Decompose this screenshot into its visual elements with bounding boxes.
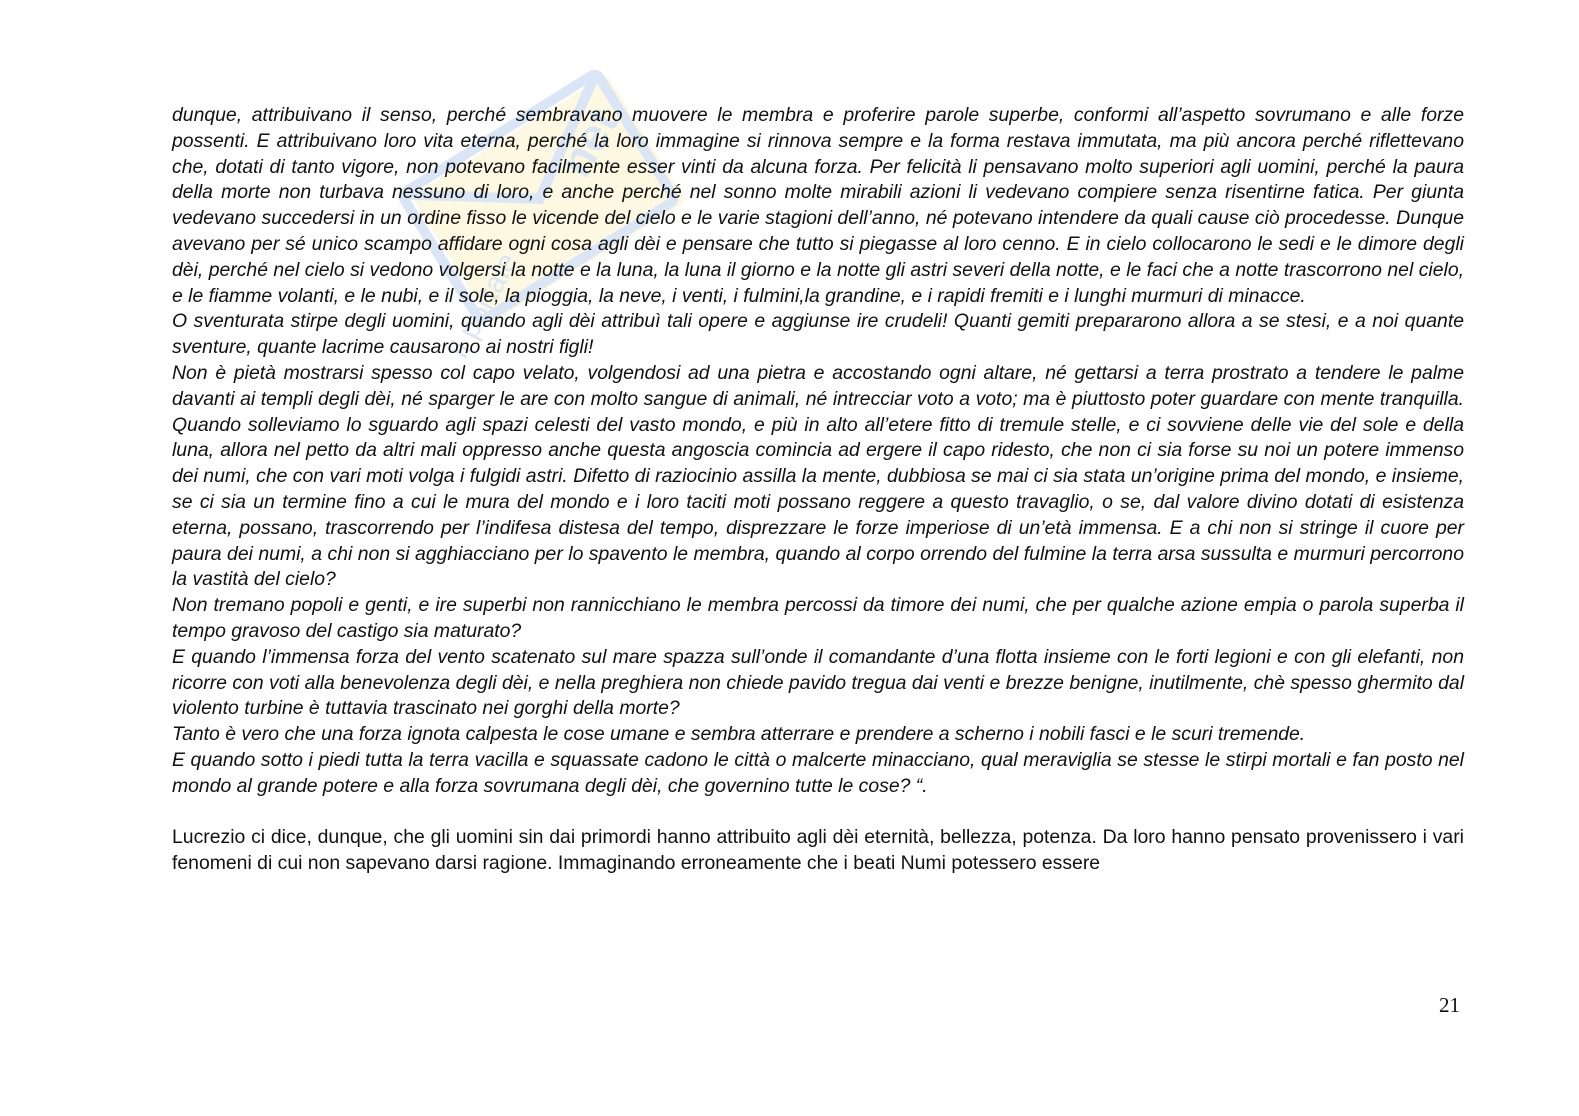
quote-paragraph: Tanto è vero che una forza ignota calpesta le cose umane e sembra atterrare e prendere a scherno i nobili fasci e le scuri tremende. xyxy=(172,723,1306,746)
page-number: 21 xyxy=(1439,993,1460,1017)
quote-paragraph: Non è pietà mostrarsi spesso col capo velato, volgendosi ad una pietra e accostando ogni altare, né gettarsi a terra prostrato a tendere le palme davanti ai templi degli dèi, né sparger le are con molto sangue di animali, né intrecciar voto a voto; ma è piuttosto poter guardare con mente tranquilla. Quando solleviamo lo sguardo agli spazi celesti del vasto mondo, e più in alto all’etere fitto di tremule stelle, e ci sovviene delle vie del sole e della luna, allora nel petto da altri mali oppresso anche questa angoscia comincia ad ergere il capo ridesto, che non ci sia forse su noi un potere immenso dei numi, che con vari moti volga i fulgidi astri. Difetto di raziocinio assilla la mente, dubbiosa se mai ci sia stata un’origine prima del mondo, e insieme, se ci sia un termine fino a cui le mura del mondo e i loro taciti moti possano reggere a questo travaglio, o se, dal valore divino dotati di esistenza eterna, possano, trascorrendo per l’indifesa distesa del tempo, disprezzare le forze imperiose di un’età immensa. E a chi non si stringe il cuore per paura dei numi, a chi non si agghiacciano per lo spavento le membra, quando al corpo orrendo del fulmine la terra arsa sussulta e murmuri percorrono la vastità del cielo? xyxy=(172,361,1464,591)
quote-paragraph: Non tremano popoli e genti, e ire superbi non rannicchiano le membra percossi da timore dei numi, che per qualche azione empia o parola superba il tempo gravoso del castigo sia maturato? xyxy=(172,594,1464,642)
body-text xyxy=(172,103,1464,877)
quote-paragraph: O sventurata stirpe degli uomini, quando agli dèi attribuì tali opere e aggiunse ire crudeli! Quanti gemiti prepararono allora a se stesi, e a noi quante sventure, quante lacrime causarono ai nostri figli! xyxy=(172,310,1464,359)
quote-paragraph: dunque, attribuivano il senso, perché sembravano muovere le membra e proferire parole superbe, conformi all’aspetto sovrumano e alle forze possenti. E attribuivano loro vita eterna, perché la loro immagine si rinnova sempre e la forma restava immutata, ma più ancora perché riflettevano che, dotati di tanto vigore, non potevano facilmente esser vinti da alcuna forza. Per felicità li pensavano molto superiori agli uomini, perché la paura della morte non turbava nessuno di loro, e anche perché nel sonno molte mirabili azioni li vedevano compiere senza risentirne fatica. Per giunta vedevano succedersi in un ordine fisso le vicende del cielo e le varie stagioni dell’anno, né potevano intendere da quali cause ciò procedesse. Dunque avevano per sé unico scampo affidare ogni cosa agli dèi e pensare che tutto si piegasse al loro cenno. E in cielo collocarono le sedi e le dimore degli dèi, perché nel cielo si vedono volgersi la notte e la luna, la luna il giorno e la notte gli astri severi della notte, e le faci che a notte trascorrono nel cielo, e le fiamme volanti, e le nubi, e il sole, la pioggia, la neve, i venti, i fulmini,la grandine, e i rapidi fremiti e i lunghi murmuri di minacce. xyxy=(172,104,1464,307)
lucretius-quote xyxy=(172,103,1464,800)
watermark-text: net xyxy=(548,99,629,185)
quote-paragraph: E quando l’immensa forza del vento scatenato sul mare spazza sull’onde il comandante d’una flotta insieme con le forti legioni e con gli elefanti, non ricorre con voti alla benevolenza degli dèi, e nella preghiera non chiede pavido tregua dai venti e brezze benigne, inutilmente, chè spesso ghermito dal violento turbine è tuttavia trascinato nei gorghi della morte? xyxy=(172,645,1464,720)
commentary-paragraph: Lucrezio ci dice, dunque, che gli uomini sin dai primordi hanno attribuito agli dèi eternità, bellezza, potenza. Da loro hanno pensato provenissero i vari fenomeni di cui non sapevano darsi ragione. Immaginando erroneamente che i beati Numi potessero essere xyxy=(172,826,1464,875)
watermark-subtext: il portale xyxy=(442,247,525,364)
quote-paragraph: E quando sotto i piedi tutta la terra vacilla e squassate cadono le città o malcerte minacciano, qual meraviglia se stesse le stirpi mortali e fan posto nel mondo al grande potere e alla forza sovrumana degli dèi, che governino tutte le cose? “. xyxy=(172,748,1464,797)
